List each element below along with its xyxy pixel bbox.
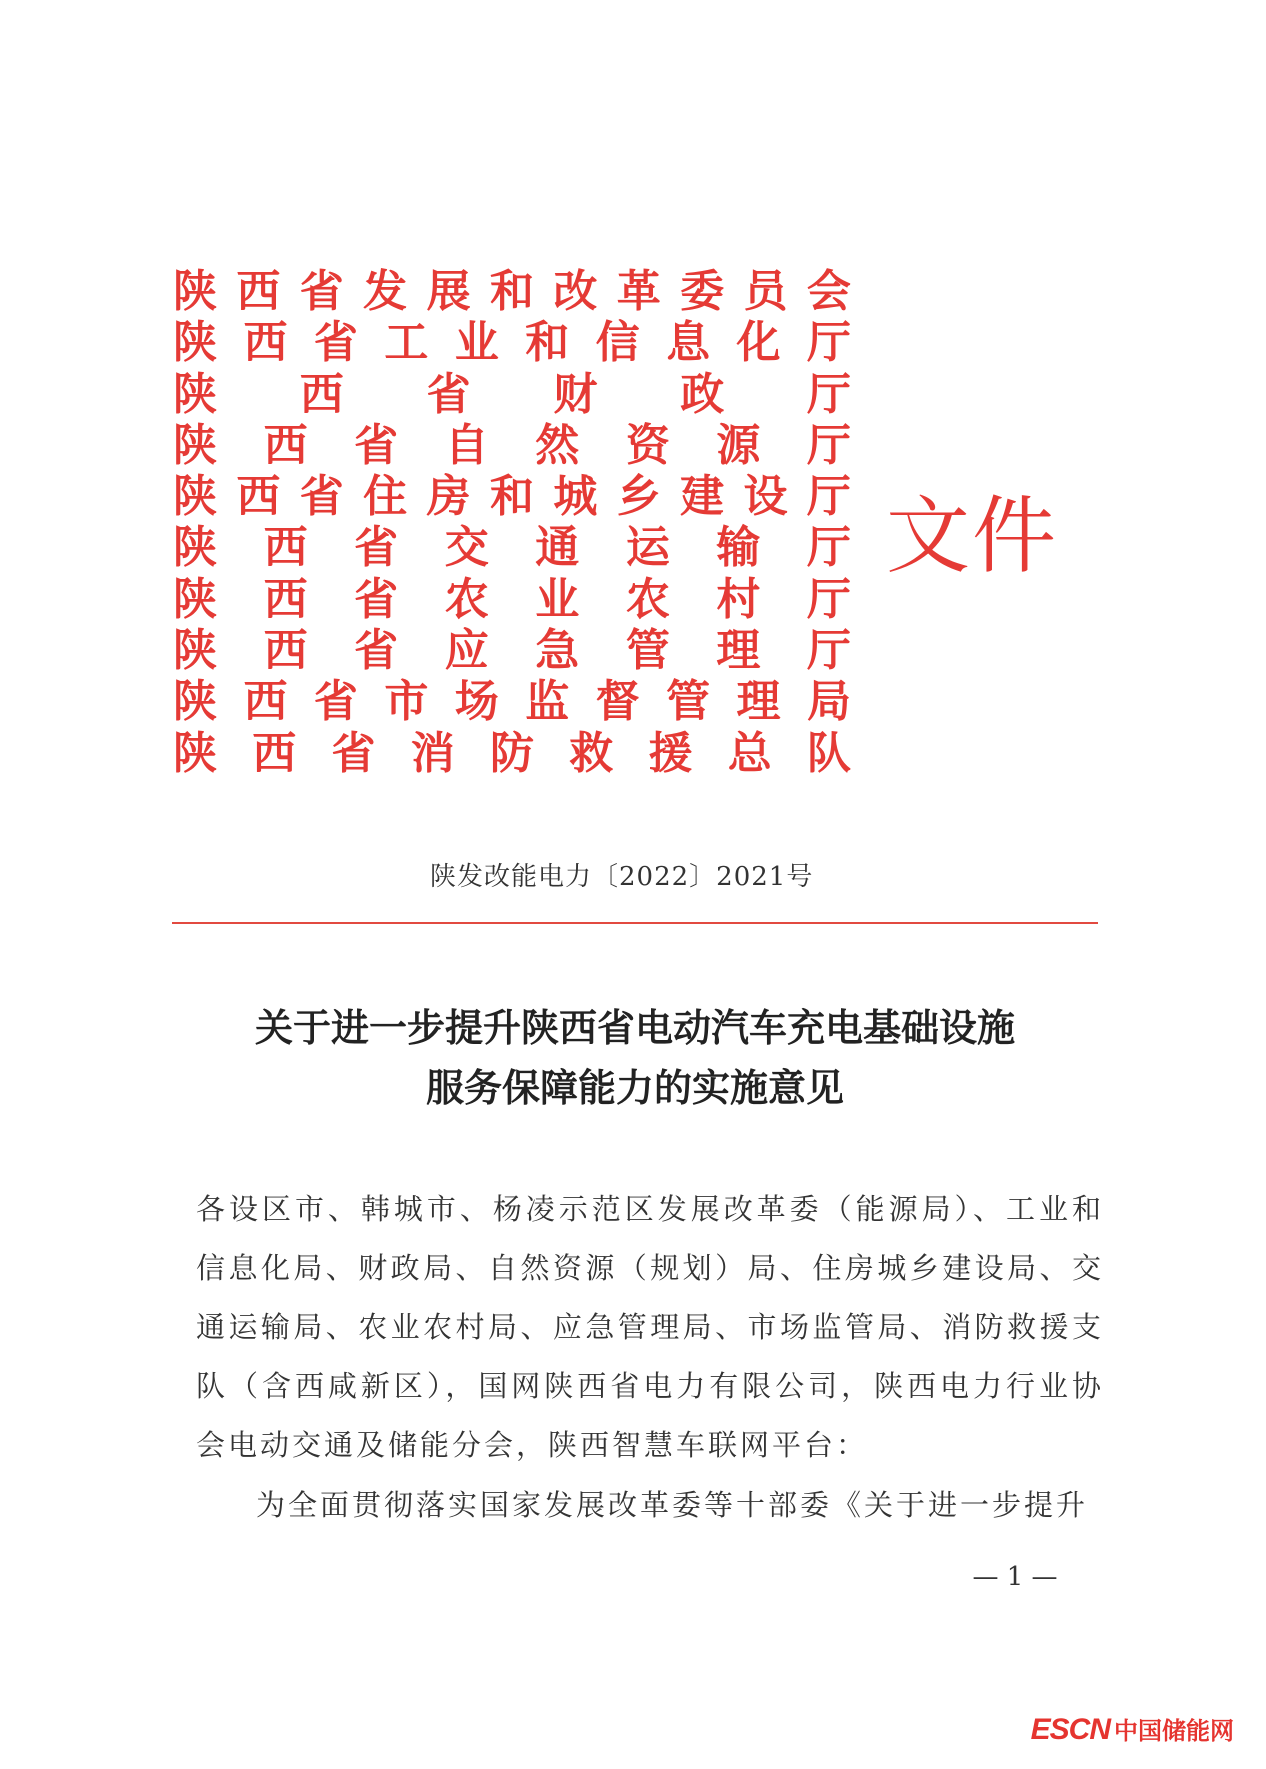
title-line-2: 服务保障能力的实施意见: [425, 1066, 844, 1110]
document-title: [172, 998, 1098, 1118]
issuer-row: 陕 西 省 自 然 资 源 厅: [173, 419, 851, 471]
page-number: — 1 —: [972, 1562, 1058, 1592]
issuer-row: 陕 西 省 应 急 管 理 厅: [173, 625, 851, 677]
issuer-row: 陕 西 省 住 房 和 城 乡 建 设 厅: [173, 471, 851, 523]
addressee-paragraph: 各设区市、韩城市、杨凌示范区发展改革委（能源局）、工业和信息化局、财政局、自然资源（规划）局、住房城乡建设局、交通运输局、农业农村局、应急管理局、市场监管局、消防救援支队（含西咸新区），国网陕西省电力有限公司，陕西电力行业协会电动交通及储能分会，陕西智慧车联网平台：: [196, 1192, 1104, 1462]
body-paragraph: 为全面贯彻落实国家发展改革委等十部委《关于进一步提升: [256, 1488, 1089, 1522]
issuer-row: 陕 西 省 农 业 农 村 厅: [173, 573, 851, 625]
watermark-brand: ESCN: [1030, 1713, 1110, 1746]
document-number: 陕发改能电力〔2022〕2021号: [430, 862, 814, 892]
site-watermark: [1031, 1711, 1234, 1747]
issuer-row: 陕 西 省 财 政 厅: [173, 368, 851, 420]
issuing-agencies: [172, 266, 852, 779]
issuer-row: 陕 西 省 发 展 和 改 革 委 员 会: [173, 266, 851, 317]
title-line-1: 关于进一步提升陕西省电动汽车充电基础设施: [254, 1006, 1015, 1050]
watermark-name: 中国储能网: [1114, 1717, 1234, 1745]
file-label: 文件: [886, 487, 1059, 585]
issuer-row: 陕 西 省 消 防 救 援 总 队: [173, 727, 851, 779]
issuer-row: 陕 西 省 交 通 运 输 厅: [173, 522, 851, 574]
red-divider: [172, 922, 1098, 924]
issuer-row: 陕 西 省 工 业 和 信 息 化 厅: [173, 317, 851, 369]
issuer-row: 陕 西 省 市 场 监 督 管 理 局: [173, 676, 851, 728]
